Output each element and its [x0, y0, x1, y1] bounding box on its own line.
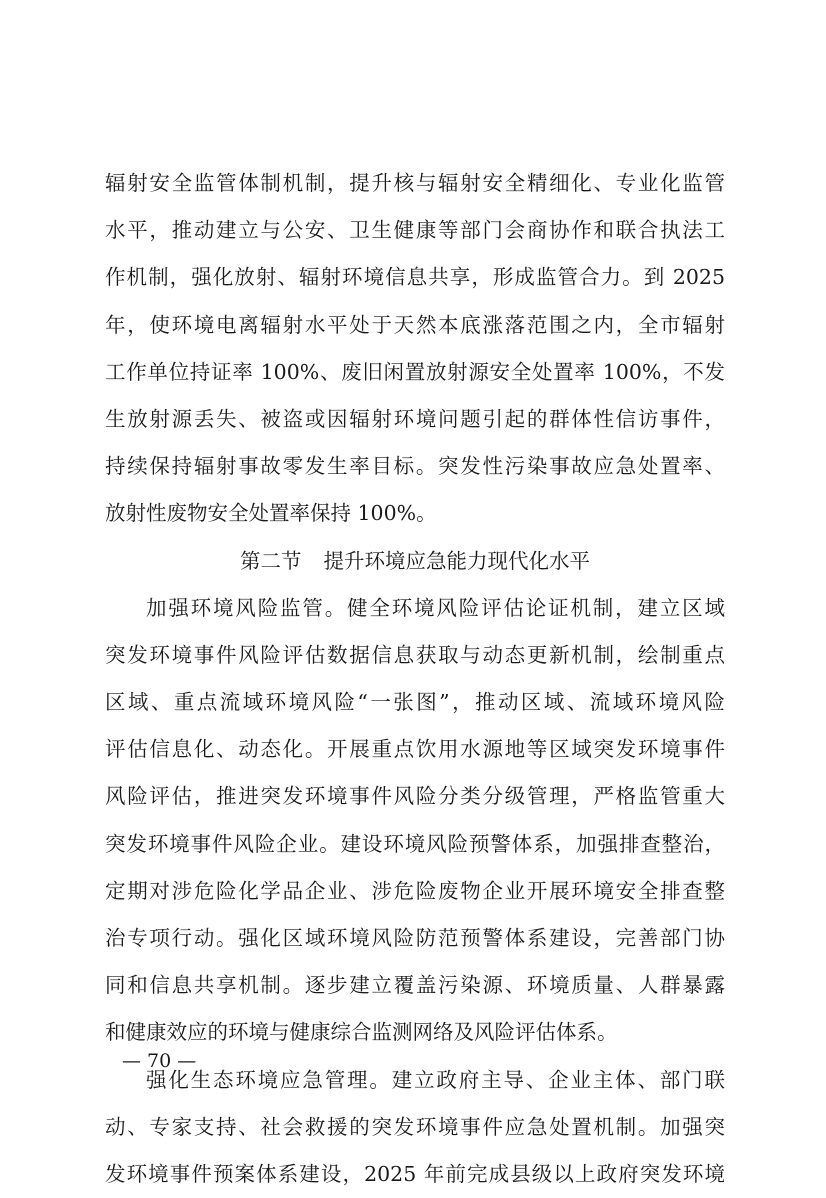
text-line: 评估信息化、动态化。开展重点饮用水源地等区域突发环境事件	[105, 737, 725, 762]
paragraph-radiation-safety	[105, 160, 725, 538]
text-line: 作机制，强化放射、辐射环境信息共享，形成监管合力。到 2025	[105, 265, 725, 290]
text-line: 定期对涉危险化学品企业、涉危险废物企业开展环境安全排查整	[105, 878, 725, 903]
text-line: 治专项行动。强化区域环境风险防范预警体系建设，完善部门协	[105, 926, 725, 950]
text-line: 强化生态环境应急管理。建立政府主导、企业主体、部门联	[146, 1067, 725, 1092]
body-text	[105, 160, 725, 1198]
paragraph-environmental-risk	[105, 585, 725, 1057]
page-number: — 70 —	[122, 1050, 197, 1072]
text-line: 持续保持辐射事故零发生率目标。突发性污染事故应急处置率、	[105, 454, 725, 479]
text-line: 动、专家支持、社会救援的突发环境事件应急处置机制。加强突	[105, 1114, 725, 1139]
text-line: 年，使环境电离辐射水平处于天然本底涨落范围之内，全市辐射	[105, 312, 725, 337]
paragraph-emergency-management	[105, 1057, 725, 1198]
text-line: 放射性废物安全处置率保持 100%。	[105, 501, 437, 526]
text-line: 突发环境事件风险评估数据信息获取与动态更新机制，绘制重点	[105, 642, 725, 667]
text-line: 工作单位持证率 100%、废旧闲置放射源安全处置率 100%，不发	[105, 359, 725, 384]
text-line: 风险评估，推进突发环境事件风险分类分级管理，严格监管重大	[105, 784, 725, 809]
text-line: 同和信息共享机制。逐步建立覆盖污染源、环境质量、人群暴露	[105, 973, 725, 998]
text-line: 加强环境风险监管。健全环境风险评估论证机制，建立区域	[146, 595, 725, 620]
text-line: 发环境事件预案体系建设，2025 年前完成县级以上政府突发环境	[105, 1161, 725, 1186]
section-heading	[105, 538, 725, 585]
text-line: 水平，推动建立与公安、卫生健康等部门会商协作和联合执法工	[105, 218, 725, 243]
text-line: 辐射安全监管体制机制，提升核与辐射安全精细化、专业化监管	[105, 171, 725, 195]
section-title: 提升环境应急能力现代化水平	[323, 548, 590, 573]
text-line: 区域、重点流域环境风险“一张图”，推动区域、流域环境风险	[105, 690, 725, 715]
text-line: 和健康效应的环境与健康综合监测网络及风险评估体系。	[105, 1020, 618, 1045]
section-number: 第二节	[240, 548, 302, 573]
text-line: 突发环境事件风险企业。建设环境风险预警体系，加强排查整治，	[105, 831, 725, 856]
text-line: 生放射源丢失、被盗或因辐射环境问题引起的群体性信访事件，	[105, 406, 725, 431]
